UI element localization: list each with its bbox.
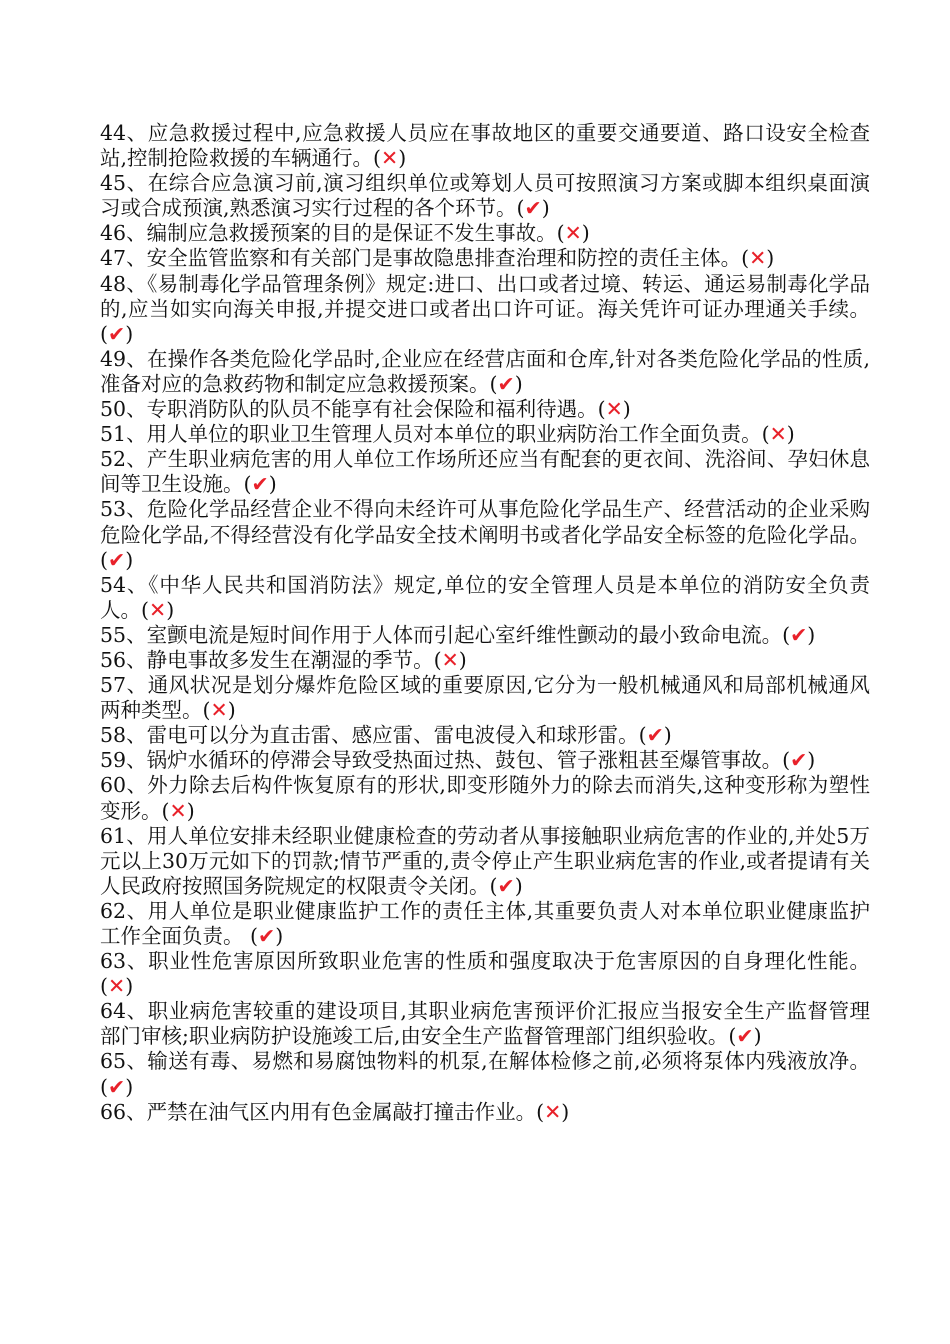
paren-close: )	[514, 873, 523, 898]
paren-open: (	[243, 472, 252, 497]
cross-mark-icon: ✕	[769, 422, 787, 447]
check-mark-icon: ✔	[497, 371, 515, 396]
paren-open: (	[489, 873, 498, 898]
question-text: 48、《易制毒化学品管理条例》规定:进口、出口或者过境、转运、通运易制毒化学品的,应当如实向海关申报,并提交进口或者出口许可证。海关凭许可证办理通关手续。	[100, 271, 870, 321]
paren-open: (	[516, 196, 525, 221]
check-mark-icon: ✔	[108, 547, 126, 572]
paren-close: )	[125, 1074, 134, 1099]
question-item	[100, 272, 870, 347]
cross-mark-icon: ✕	[544, 1099, 562, 1124]
question-text: 56、静电事故多发生在潮湿的季节。	[100, 647, 434, 672]
check-mark-icon: ✔	[790, 748, 808, 773]
check-mark-icon: ✔	[108, 321, 126, 346]
question-item	[100, 1049, 870, 1099]
paren-close: )	[807, 748, 816, 773]
check-mark-icon: ✔	[258, 924, 276, 948]
question-list	[100, 121, 870, 1125]
question-item	[100, 447, 870, 497]
paren-close: )	[766, 246, 775, 271]
question-text: 51、用人单位的职业卫生管理人员对本单位的职业病防治工作全面负责。	[100, 422, 762, 447]
cross-mark-icon: ✕	[441, 647, 459, 672]
cross-mark-icon: ✕	[108, 974, 126, 999]
question-item	[100, 773, 870, 823]
paren-close: )	[753, 1024, 762, 1049]
question-item	[100, 422, 870, 447]
question-text: 57、通风状况是划分爆炸危险区域的重要原因,它分为一般机械通风和局部机械通风两种类型。	[100, 673, 870, 723]
paren-close: )	[541, 196, 550, 221]
paren-open: (	[536, 1099, 545, 1124]
question-text: 63、职业性危害原因所致职业危害的性质和强度取决于危害原因的自身理化性能。	[100, 949, 870, 974]
paren-open: (	[556, 221, 565, 246]
question-text: 60、外力除去后构件恢复原有的形状,即变形随外力的除去而消失,这种变形称为塑性变形。	[100, 773, 870, 823]
question-text: 65、输送有毒、易燃和易腐蚀物料的机泵,在解体检修之前,必须将泵体内残液放净。	[100, 1049, 870, 1074]
check-mark-icon: ✔	[646, 723, 664, 748]
paren-open: (	[638, 723, 647, 748]
question-text: 66、严禁在油气区内用有色金属敲打撞击作业。	[100, 1099, 537, 1124]
question-item	[100, 623, 870, 648]
paren-close: )	[561, 1099, 570, 1124]
paren-close: )	[186, 798, 195, 823]
paren-close: )	[227, 698, 236, 723]
paren-open: (	[100, 321, 108, 346]
question-item	[100, 899, 870, 949]
question-item	[100, 673, 870, 723]
paren-close: )	[663, 723, 672, 748]
paren-close: )	[398, 146, 407, 171]
question-text: 64、职业病危害较重的建设项目,其职业病危害预评价汇报应当报安全生产监督管理部门审核;职业病防护设施竣工后,由安全生产监督管理部门组织验收。	[100, 999, 870, 1049]
question-text: 54、《中华人民共和国消防法》规定,单位的安全管理人员是本单位的消防安全负责人。	[100, 572, 870, 622]
question-item	[100, 497, 870, 572]
question-text: 61、用人单位安排未经职业健康检查的劳动者从事接触职业病危害的作业的,并处5万元以上30万元如下的罚款;情节严重的,责令停止产生职业病危害的作业,或者提请有关人民政府按照国务院规定的权限责令关闭。	[100, 823, 870, 898]
paren-open: (	[761, 422, 770, 447]
question-item	[100, 397, 870, 422]
paren-close: )	[807, 622, 816, 647]
question-text: 62、用人单位是职业健康监护工作的责任主体,其重要负责人对本单位职业健康监护工作全面负责。	[100, 898, 870, 948]
cross-mark-icon: ✕	[605, 397, 623, 422]
check-mark-icon: ✔	[497, 873, 515, 898]
question-item	[100, 999, 870, 1049]
paren-open: (	[100, 1074, 108, 1099]
paren-open: (	[100, 547, 108, 572]
question-text: 52、产生职业病危害的用人单位工作场所还应当有配套的更衣间、洗浴间、孕妇休息间等卫生设施。	[100, 447, 870, 497]
question-item	[100, 347, 870, 397]
question-item	[100, 1100, 870, 1125]
paren-close: )	[166, 597, 175, 622]
paren-open: (	[141, 597, 149, 622]
paren-open: (	[250, 924, 259, 948]
question-text: 45、在综合应急演习前,演习组织单位或筹划人员可按照演习方案或脚本组织桌面演习或合成预演,熟悉演习实行过程的各个环节。	[100, 171, 870, 221]
question-text: 44、应急救援过程中,应急救援人员应在事故地区的重要交通要道、路口设安全检查站,控制抢险救援的车辆通行。	[100, 121, 870, 171]
question-item	[100, 824, 870, 899]
cross-mark-icon: ✕	[381, 146, 399, 171]
question-text: 59、锅炉水循环的停滞会导致受热面过热、鼓包、管子涨粗甚至爆管事故。	[100, 748, 783, 773]
paren-close: )	[786, 422, 795, 447]
question-text: 55、室颤电流是短时间作用于人体而引起心室纤维性颤动的最小致命电流。	[100, 622, 783, 647]
check-mark-icon: ✔	[736, 1024, 754, 1049]
question-text: 58、雷电可以分为直击雷、感应雷、雷电波侵入和球形雷。	[100, 723, 639, 748]
check-mark-icon: ✔	[524, 196, 542, 221]
check-mark-icon: ✔	[108, 1074, 126, 1099]
cross-mark-icon: ✕	[149, 597, 167, 622]
paren-open: (	[728, 1024, 737, 1049]
paren-close: )	[125, 547, 134, 572]
cross-mark-icon: ✕	[749, 246, 767, 271]
cross-mark-icon: ✕	[169, 798, 187, 823]
question-item	[100, 949, 870, 999]
check-mark-icon: ✔	[790, 622, 808, 647]
paren-close: )	[268, 472, 277, 497]
paren-close: )	[514, 371, 523, 396]
paren-open: (	[741, 246, 750, 271]
paren-open: (	[161, 798, 170, 823]
paren-close: )	[125, 974, 134, 999]
cross-mark-icon: ✕	[210, 698, 228, 723]
paren-close: )	[581, 221, 590, 246]
document-page	[100, 121, 870, 1125]
paren-close: )	[458, 647, 467, 672]
paren-open: (	[782, 748, 791, 773]
question-text: 47、安全监管监察和有关部门是事故隐患排查治理和防控的责任主体。	[100, 246, 742, 271]
question-item	[100, 171, 870, 221]
question-text: 50、专职消防队的队员不能享有社会保险和福利待遇。	[100, 397, 598, 422]
question-text: 46、编制应急救援预案的目的是保证不发生事故。	[100, 221, 557, 246]
question-text: 53、危险化学品经营企业不得向未经许可从事危险化学品生产、经营活动的企业采购危险化学品,不得经营没有化学品安全技术阐明书或者化学品安全标签的危险化学品。	[100, 497, 870, 547]
paren-open: (	[202, 698, 211, 723]
paren-open: (	[373, 146, 382, 171]
paren-close: )	[125, 321, 134, 346]
paren-close: )	[275, 924, 284, 948]
paren-open: (	[489, 371, 498, 396]
question-item	[100, 121, 870, 171]
question-item	[100, 573, 870, 623]
check-mark-icon: ✔	[251, 472, 269, 497]
paren-open: (	[433, 647, 442, 672]
cross-mark-icon: ✕	[564, 221, 582, 246]
paren-open: (	[597, 397, 606, 422]
question-item	[100, 648, 870, 673]
paren-open: (	[782, 622, 791, 647]
question-item	[100, 723, 870, 748]
paren-open: (	[100, 974, 108, 999]
paren-close: )	[622, 397, 631, 422]
question-item	[100, 246, 870, 271]
question-item	[100, 221, 870, 246]
question-item	[100, 748, 870, 773]
question-text: 49、在操作各类危险化学品时,企业应在经营店面和仓库,针对各类危险化学品的性质,准备对应的急救药物和制定应急救援预案。	[100, 346, 870, 396]
